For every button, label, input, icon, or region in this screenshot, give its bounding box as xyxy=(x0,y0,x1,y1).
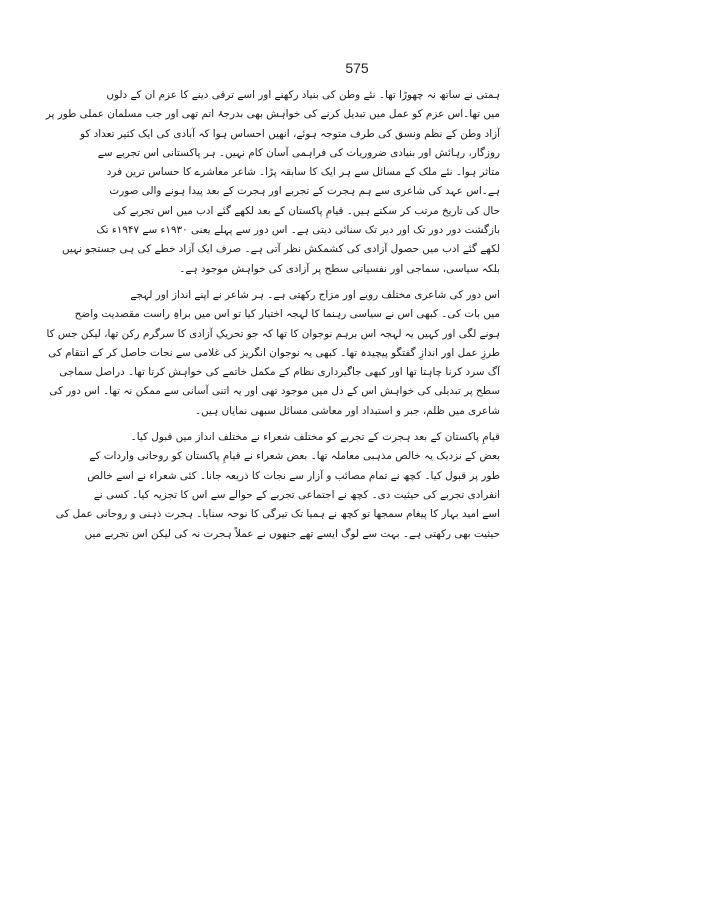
text-line: آزاد وطن کے نظم ونسق کی طرف متوجہ ہوئے، انھیں احساس ہوا کہ آبادی کی ایک کثیر تعداد کو xyxy=(80,127,500,140)
text-line: ہونے لگی اور کہیں یہ لہجہ اس برہم نوجوان کا تھا کہ جو تحریکِ آزادی کا سرگرم رکن تھا، لیکن جس کا xyxy=(46,327,500,340)
text-line: قیامِ پاکستان کے بعد ہجرت کے تجربے کو مختلف شعراء نے مختلف انداز میں قبول کیا۔ xyxy=(130,431,500,444)
text-line: اسے امید بہار کا پیغام سمجھا تو کچھ نے ہمیا تک تیرگی کا نوحہ سنایا۔ ہجرت ذہنی و روحانی عمل کی xyxy=(55,508,500,521)
text-line: ہے۔اس عہد کی شاعری سے ہم ہجرت کے تجربے اور ہجرت کے بعد پیدا ہونے والی صورت xyxy=(109,185,500,198)
text-line: متاثر ہوا۔ نئے ملک کے مسائل سے ہر ایک کا سابقہ پڑا۔ شاعر معاشرے کا حساس ترین فرد xyxy=(106,166,500,179)
paragraph xyxy=(46,286,500,421)
text-line: بازگشت دور دور تک اور دیر تک سنائی دیتی ہے۔ اس دور سے پہلے یعنی ۱۹۳۰ء سے ۱۹۴۷ء تک xyxy=(96,224,500,237)
text-line: حال کی تاریخ مرتب کر سکتے ہیں۔ قیامِ پاکستان کے بعد لکھے گئے ادب میں اس تجربے کی xyxy=(112,204,500,217)
text-line: میں بات کی۔ کبھی اس نے سیاسی رہنما کا لہجہ اختیار کیا تو اس میں براہِ راست مقصدیت واضح xyxy=(74,308,500,321)
body-text xyxy=(45,86,500,544)
text-line: طرزِ عمل اور اندازِ گفتگو پیچیدہ تھا۔ کبھی یہ نوجوان انگریز کی غلامی سے نجات حاصل کر کے انتقام کی xyxy=(48,346,500,359)
paragraph-gap xyxy=(218,279,500,286)
text-line: طور پر قبول کیا۔ کچھ نے تمام مصائب و آزار سے نجات کا ذریعہ جانا۔ کئی شعراء نے اسے خالص xyxy=(87,469,500,482)
text-line: میں تھا۔اس عزم کو عمل میں تبدیل کرنے کی خواہش بھی بدرجۂ اتم تھی اور جب مسلمان عملی طور پر xyxy=(45,108,500,121)
text-line: ہمتی نے ساتھ نہ چھوڑا تھا۔ نئے وطن کی بنیاد رکھنے اور اسے ترقی دینے کا عزم ان کے دلوں xyxy=(106,89,500,101)
text-line: بلکہ سیاسی، سماجی اور نفسیاتی سطح پر آزادی کی خواہش موجود ہے۔ xyxy=(179,262,500,275)
text-line: شاعری میں ظلم، جبر و استبداد اور معاشی مسائل سبھی نمایاں ہیں۔ xyxy=(194,404,500,417)
text-line: انفرادی تجربے کی حیثیت دی۔ کچھ نے اجتماعی تجربے کے حوالے سے اس کا تجزیہ کیا۔ کسی نے xyxy=(93,488,500,501)
page-number: 575 xyxy=(345,60,369,76)
paragraph xyxy=(55,428,500,544)
text-line: آگ سرد کرنا چاہتا تھا اور کبھی جاگیرداری نظام کے مکمل خاتمے کی خواہش کرتا تھا۔ دراصل سماجی xyxy=(59,366,500,379)
text-line: لکھے گئے ادب میں حصول آزادی کی کشمکش نظر آتی ہے۔ صرف ایک آزاد خطے کی ہی جستجو نہیں xyxy=(61,243,500,256)
paragraph xyxy=(45,86,500,279)
text-line: روزگار، رہائش اور بنیادی ضروریات کی فراہمی آسان کام نہیں۔ ہر پاکستانی اس تجربے سے xyxy=(97,146,500,159)
text-line: حیثیت بھی رکھتی ہے۔ بہت سے لوگ ایسے تھے جنھوں نے عملاً ہجرت نہ کی لیکن اس تجربے میں xyxy=(84,527,500,540)
text-line: اس دور کی شاعری مختلف رویے اور مزاج رکھتی ہے۔ ہر شاعر نے اپنے انداز اور لہجے xyxy=(130,288,500,301)
text-line: بعض کے نزدیک یہ خالص مذہبی معاملہ تھا۔ بعض شعراء نے قیامِ پاکستان کو روحانی واردات کے xyxy=(89,450,500,463)
paragraph-gap xyxy=(218,421,500,428)
text-line: سطح پر تبدیلی کی خواہش اس کے دل میں موجود تھی اور یہ اتنی آسانی سے ممکن نہ تھا۔ اس دور کی xyxy=(49,385,500,398)
